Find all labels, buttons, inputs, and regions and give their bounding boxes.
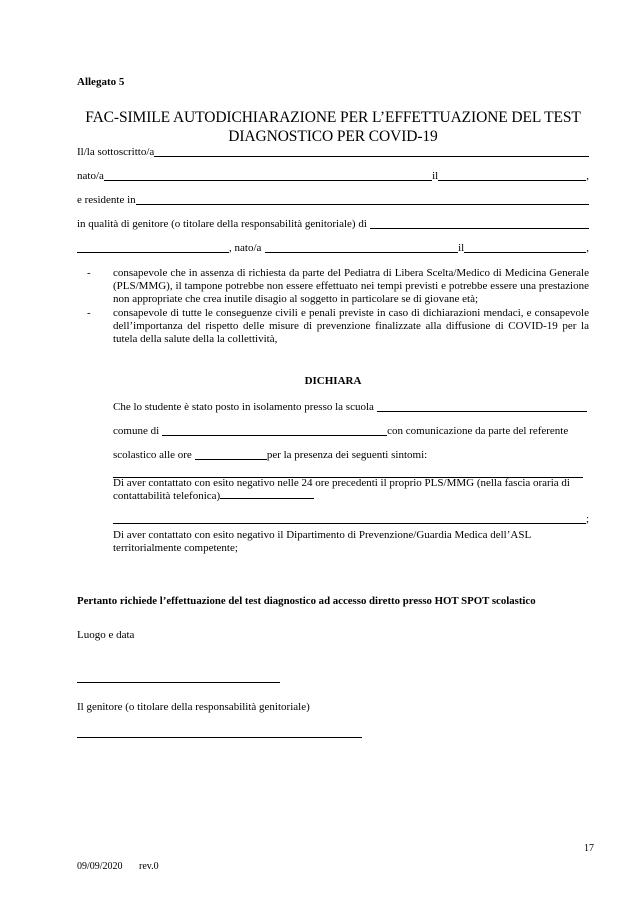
- field-nome-figlio[interactable]: [77, 252, 229, 253]
- footer-date: 09/09/2020: [77, 861, 123, 872]
- field-luogo-nascita-figlio[interactable]: [265, 252, 458, 253]
- field-luogo-nascita[interactable]: [104, 180, 432, 181]
- document-title: [77, 108, 589, 146]
- title-line-2: DIAGNOSTICO PER COVID-19: [228, 128, 438, 145]
- dichiara-heading: DICHIARA: [304, 375, 362, 387]
- request-statement: Pertanto richiede l’effettuazione del test diagnostico ad accesso diretto presso HOT SPOT scolastico: [77, 595, 536, 607]
- label-ore: scolastico alle ore: [113, 449, 192, 461]
- title-line-1: FAC-SIMILE AUTODICHIARAZIONE PER L’EFFETTUAZIONE DEL TEST: [85, 109, 581, 126]
- list-item: [87, 267, 589, 307]
- premises-list: [87, 267, 589, 346]
- premise-1: consapevole che in assenza di richiesta da parte del Pediatra di Libera Scelta/Medico di Medicina Generale (PLS/MMG), il tampone potrebbe non essere effettuato nei tempi previsti e potrebbe essere una prestazione non appropriate che crea inutile disagio al soggetto in particolare se di giovane età;: [113, 267, 589, 306]
- dash-marker: -: [87, 267, 91, 279]
- row-isolamento: [113, 401, 589, 414]
- text-asl: Di aver contattato con esito negativo il Dipartimento di Prevenzione/Guardia Medica dell’ASL territorialmente competente;: [113, 529, 531, 554]
- row-nato: [77, 170, 589, 183]
- luogo-data-label: Luogo e data: [77, 629, 135, 641]
- text-sintomi: per la presenza dei seguenti sintomi:: [266, 449, 428, 461]
- label-il: il: [432, 170, 439, 182]
- signature-label: Il genitore (o titolare della responsabilità genitoriale): [77, 701, 310, 713]
- page-number: 17: [584, 843, 594, 854]
- list-item: [87, 307, 589, 347]
- field-contattabilita[interactable]: [220, 498, 314, 499]
- dash-marker: -: [87, 306, 91, 319]
- field-residenza[interactable]: [136, 204, 589, 205]
- field-figlio[interactable]: [370, 228, 589, 229]
- row-contattabilita: [113, 513, 589, 526]
- field-luogo-data[interactable]: [77, 682, 280, 683]
- field-scuola[interactable]: [377, 411, 587, 412]
- label-nato: nato/a: [77, 170, 104, 182]
- label-residente: e residente in: [77, 194, 136, 206]
- comma: ,: [586, 170, 589, 182]
- annex-label: Allegato 5: [77, 76, 125, 88]
- field-sottoscritto[interactable]: [154, 156, 589, 157]
- field-data-nascita[interactable]: [438, 180, 586, 181]
- row-genitore: [77, 218, 589, 231]
- text-isolamento: Che lo studente è stato posto in isolamento presso la scuola: [113, 401, 374, 413]
- label-il-2: il: [458, 242, 465, 254]
- label-genitore: in qualità di genitore (o titolare della responsabilità genitoriale) di: [77, 218, 367, 230]
- field-firma[interactable]: [77, 737, 362, 738]
- row-figlio-nato: [77, 242, 589, 255]
- semicolon: ;: [585, 513, 589, 525]
- row-residente: [77, 194, 589, 207]
- row-sottoscritto: [77, 146, 589, 159]
- text-comunicazione: con comunicazione da parte del referente: [387, 425, 569, 437]
- label-comune: comune di: [113, 425, 160, 437]
- item-pls-mmg: [113, 477, 589, 526]
- field-ore[interactable]: [195, 459, 267, 460]
- field-contattabilita-extra[interactable]: [113, 523, 586, 524]
- text-pls-mmg-block: [113, 477, 589, 503]
- comma-2: ,: [586, 242, 589, 254]
- field-comune[interactable]: [162, 435, 387, 436]
- label-nato-2: , nato/a: [229, 242, 262, 254]
- footer-revision: rev.0: [139, 861, 159, 872]
- item-asl: [113, 529, 589, 555]
- text-pls-mmg: Di aver contattato con esito negativo nelle 24 ore precedenti il proprio PLS/MMG (nella fascia oraria di contattabilità telefonica): [113, 477, 570, 502]
- field-data-nascita-figlio[interactable]: [464, 252, 586, 253]
- label-sottoscritto: Il/la sottoscritto/a: [77, 146, 155, 158]
- item-isolamento: [113, 401, 589, 480]
- premise-2: consapevole di tutte le conseguenze civili e penali previste in caso di dichiarazioni mendaci, e consapevole dell’importanza del rispetto delle misure di prevenzione finalizzate alla diffusione di COVID-19 per la tutela della salute della la collettività,: [113, 306, 589, 346]
- row-ore: [113, 449, 589, 462]
- row-comune: [113, 425, 589, 438]
